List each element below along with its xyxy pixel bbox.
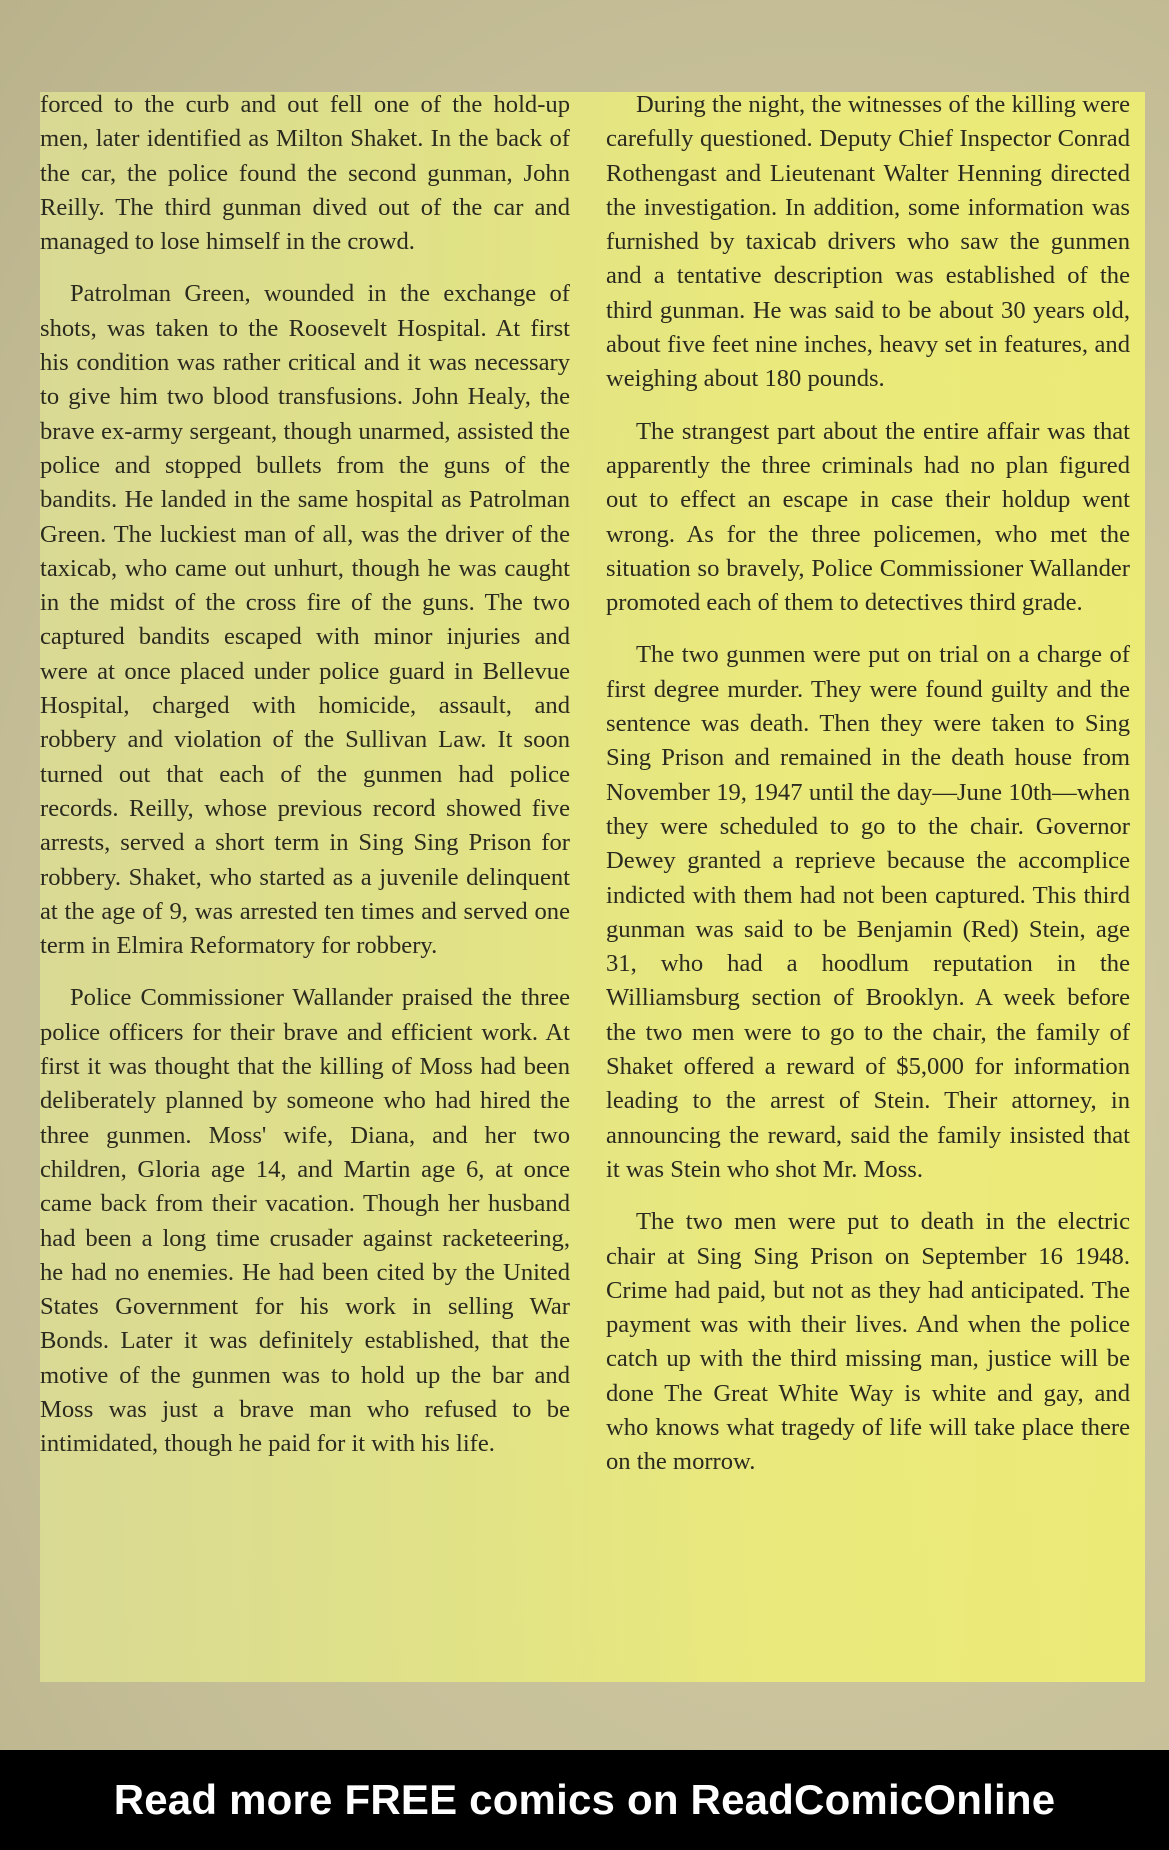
article-left-column (40, 88, 570, 1480)
article-paragraph: Police Commissioner Wallander praised the three police officers for their brave and efficient work. At first it was thought that the killing of Moss had been deliberately planned by someone who had hired the three gunmen. Moss' wife, Diana, and her two children, Gloria age 14, and Martin age 6, at once came back from their vacation. Though her husband had been a long time crusader against racketeering, he had no enemies. He had been cited by the United States Government for his work in selling War Bonds. Later it was definitely established, that the motive of the gunmen was to hold up the bar and Moss was just a brave man who refused to be intimidated, though he paid for it with his life. (40, 984, 570, 1458)
article-paragraph: The two men were put to death in the electric chair at Sing Sing Prison on September 16 1948. Crime had paid, but not as they had anticipated. The payment was with their lives. And when the police catch up with the third missing man, justice will be done The Great White Way is white and gay, and who knows what tragedy of life will take place there on the morrow. (606, 1208, 1130, 1476)
article-paragraph: Patrolman Green, wounded in the exchange of shots, was taken to the Roosevelt Hospital. At first his condition was rather critical and it was necessary to give him two blood transfusions. John Healy, the brave ex-army sergeant, though unarmed, assisted the police and stopped bullets from the guns of the bandits. He landed in the same hospital as Patrolman Green. The luckiest man of all, was the driver of the taxicab, who came out unhurt, though he was caught in the midst of the cross fire of the guns. The two captured bandits escaped with minor injuries and were at once placed under police guard in Bellevue Hospital, charged with homicide, assault, and robbery and violation of the Sullivan Law. It soon turned out that each of the gunmen had police records. Reilly, whose previous record showed five arrests, served a short term in Sing Sing Prison for robbery. Shaket, who started as a juvenile delinquent at the age of 9, was arrested ten times and served one term in Elmira Reformatory for robbery. (40, 280, 570, 960)
promo-banner-text[interactable]: Read more FREE comics on ReadComicOnline (113, 1776, 1056, 1823)
article-paragraph: forced to the curb and out fell one of the hold-up men, later identified as Milton Shaket. In the back of the car, the police found the second gunman, John Reilly. The third gunman dived out of the car and managed to lose himself in the crowd. (40, 91, 570, 256)
article-right-column (606, 88, 1130, 1498)
article-paragraph: The two gunmen were put on trial on a charge of first degree murder. They were found guilty and the sentence was death. Then they were taken to Sing Sing Prison and remained in the death house from November 19, 1947 until the day—June 10th—when they were scheduled to go to the chair. Governor Dewey granted a reprieve because the accomplice indicted with them had not been captured. This third gunman was said to be Benjamin (Red) Stein, age 31, who had a hoodlum reputation in the Williamsburg section of Brooklyn. A week before the two men were to go to the chair, the family of Shaket offered a reward of $5,000 for information leading to the arrest of Stein. Their attorney, in announcing the reward, said the family insisted that it was Stein who shot Mr. Moss. (606, 641, 1130, 1183)
promo-banner[interactable] (0, 1750, 1169, 1850)
article-paragraph: During the night, the witnesses of the killing were carefully questioned. Deputy Chief Inspector Conrad Rothengast and Lieutenant Walter Henning directed the investigation. In addition, some information was furnished by taxicab drivers who saw the gunmen and a tentative description was established of the third gunman. He was said to be about 30 years old, about five feet nine inches, heavy set in features, and weighing about 180 pounds. (606, 91, 1130, 393)
article-paragraph: The strangest part about the entire affair was that apparently the three criminals had no plan figured out to effect an escape in case their holdup went wrong. As for the three policemen, who met the situation so bravely, Police Commissioner Wallander promoted each of them to detectives third grade. (606, 417, 1130, 617)
